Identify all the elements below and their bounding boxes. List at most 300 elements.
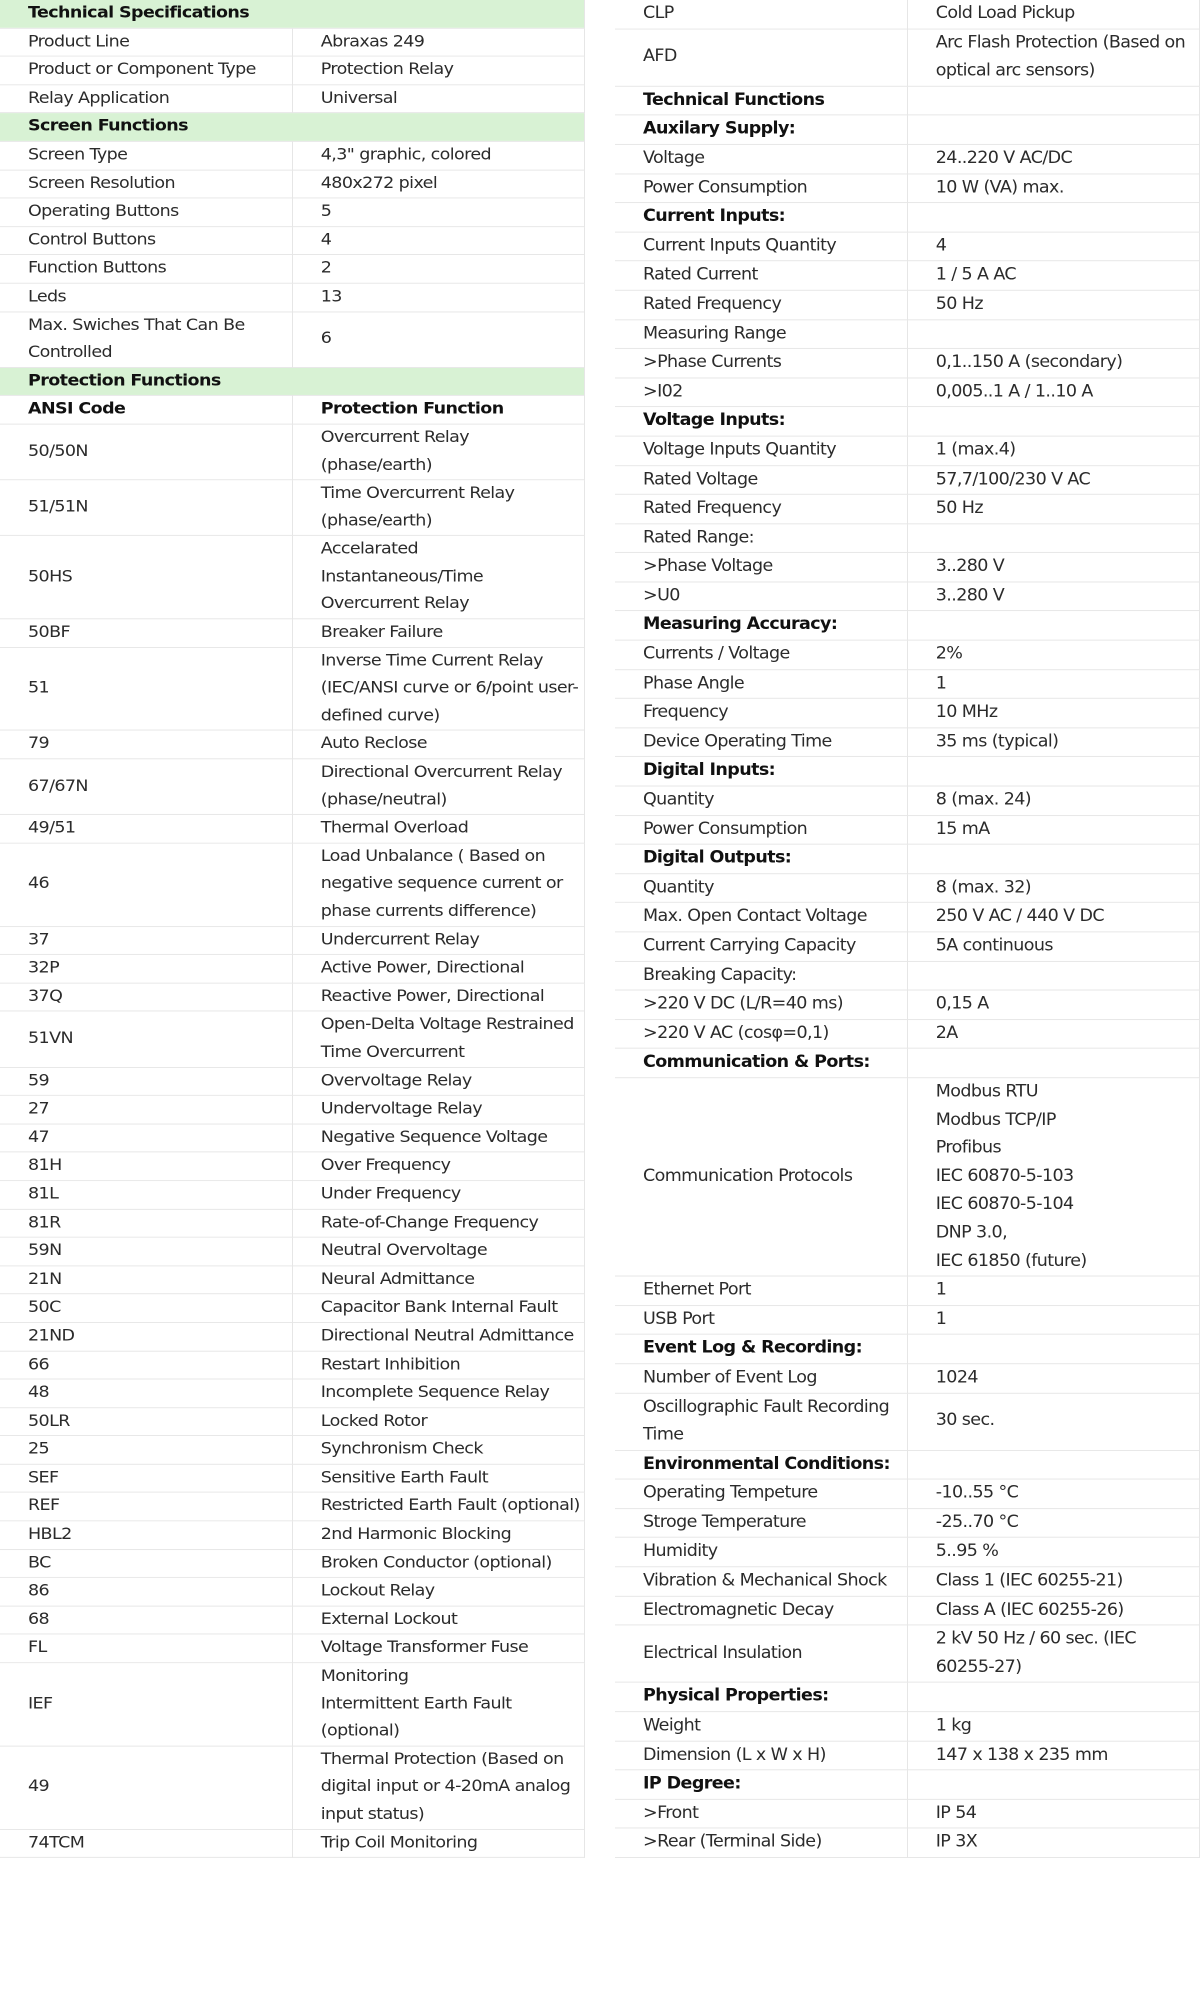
spec-value: Active Power, Directional bbox=[292, 955, 584, 983]
spec-value: 10 W (VA) max. bbox=[907, 174, 1199, 203]
subheading-row bbox=[615, 86, 1200, 115]
spec-row bbox=[0, 312, 585, 368]
spec-row bbox=[615, 232, 1200, 261]
spec-value: 4 bbox=[907, 232, 1199, 261]
spec-label: Leds bbox=[0, 283, 292, 311]
section-title: Screen Functions bbox=[0, 113, 585, 141]
spec-label: 47 bbox=[0, 1124, 292, 1152]
spec-value: Neutral Overvoltage bbox=[292, 1237, 584, 1265]
spec-value bbox=[907, 115, 1199, 144]
spec-label: Event Log & Recording: bbox=[615, 1334, 907, 1363]
spec-row bbox=[0, 1436, 585, 1464]
spec-row bbox=[0, 759, 585, 815]
spec-value: 2 bbox=[292, 255, 584, 283]
spec-label: 37 bbox=[0, 926, 292, 954]
spec-label: Product Line bbox=[0, 28, 292, 56]
spec-row bbox=[0, 926, 585, 954]
spec-label: Power Consumption bbox=[615, 174, 907, 203]
spec-value: 0,005..1 A / 1..10 A bbox=[907, 378, 1199, 407]
spec-label: >220 V AC (cosφ=0,1) bbox=[615, 1019, 907, 1048]
spec-label: IP Degree: bbox=[615, 1770, 907, 1799]
spec-label: 74TCM bbox=[0, 1829, 292, 1857]
spec-value: Protection Function bbox=[292, 396, 584, 424]
spec-value: 1 / 5 A AC bbox=[907, 261, 1199, 290]
subheading-row bbox=[615, 611, 1200, 640]
spec-label: Technical Functions bbox=[615, 86, 907, 115]
spec-value: Time Overcurrent Relay (phase/earth) bbox=[292, 480, 584, 536]
spec-label: 50BF bbox=[0, 619, 292, 647]
spec-row bbox=[615, 29, 1200, 86]
spec-label: Currents / Voltage bbox=[615, 640, 907, 669]
spec-label: Breaking Capacity: bbox=[615, 961, 907, 990]
spec-value: Overcurrent Relay (phase/earth) bbox=[292, 424, 584, 480]
subheading-row bbox=[615, 115, 1200, 144]
spec-value: 1 kg bbox=[907, 1712, 1199, 1741]
spec-row bbox=[615, 815, 1200, 844]
spec-row bbox=[0, 1521, 585, 1549]
spec-row bbox=[0, 1663, 585, 1746]
spec-row bbox=[0, 1746, 585, 1829]
spec-label: Digital Outputs: bbox=[615, 844, 907, 873]
spec-label: 66 bbox=[0, 1351, 292, 1379]
spec-label: 27 bbox=[0, 1095, 292, 1123]
spec-value: Open-Delta Voltage Restrained Time Overcurrent bbox=[292, 1011, 584, 1067]
spec-value: Directional Overcurrent Relay (phase/neutral) bbox=[292, 759, 584, 815]
spec-value bbox=[907, 86, 1199, 115]
subheading-row bbox=[615, 407, 1200, 436]
spec-row bbox=[0, 226, 585, 254]
spec-value: 35 ms (typical) bbox=[907, 728, 1199, 757]
spec-label: Quantity bbox=[615, 786, 907, 815]
spec-row bbox=[615, 640, 1200, 669]
spec-value: Under Frequency bbox=[292, 1181, 584, 1209]
spec-row bbox=[615, 1019, 1200, 1048]
spec-label: Rated Range: bbox=[615, 524, 907, 553]
spec-label: Auxilary Supply: bbox=[615, 115, 907, 144]
spec-row bbox=[615, 874, 1200, 903]
spec-label: Max. Swiches That Can Be Controlled bbox=[0, 312, 292, 368]
spec-row bbox=[0, 1322, 585, 1350]
spec-row bbox=[0, 647, 585, 730]
spec-label: 50/50N bbox=[0, 424, 292, 480]
spec-label: IEF bbox=[0, 1663, 292, 1746]
section-title: Protection Functions bbox=[0, 367, 585, 395]
spec-value bbox=[907, 844, 1199, 873]
spec-value: 2 kV 50 Hz / 60 sec. (IEC 60255-27) bbox=[907, 1625, 1199, 1682]
spec-label: 67/67N bbox=[0, 759, 292, 815]
spec-row bbox=[0, 1181, 585, 1209]
spec-label: Rated Current bbox=[615, 261, 907, 290]
subheading-row bbox=[615, 203, 1200, 232]
spec-value: 1 bbox=[907, 669, 1199, 698]
spec-row bbox=[0, 480, 585, 536]
spec-value bbox=[907, 757, 1199, 786]
spec-row bbox=[0, 843, 585, 926]
spec-label: Current Carrying Capacity bbox=[615, 932, 907, 961]
spec-row bbox=[0, 730, 585, 758]
spec-row bbox=[615, 1305, 1200, 1334]
left-spec-body bbox=[0, 0, 585, 1858]
spec-row bbox=[0, 1578, 585, 1606]
spec-row bbox=[615, 1479, 1200, 1508]
spec-value: Voltage Transformer Fuse bbox=[292, 1634, 584, 1662]
spec-label: >220 V DC (L/R=40 ms) bbox=[615, 990, 907, 1019]
spec-value: 0,15 A bbox=[907, 990, 1199, 1019]
spec-value bbox=[907, 524, 1199, 553]
spec-row bbox=[615, 494, 1200, 523]
spec-value: -25..70 °C bbox=[907, 1508, 1199, 1537]
spec-label: Relay Application bbox=[0, 85, 292, 113]
spec-label: 48 bbox=[0, 1379, 292, 1407]
spec-value: 2% bbox=[907, 640, 1199, 669]
spec-value: Reactive Power, Directional bbox=[292, 983, 584, 1011]
spec-row bbox=[0, 1067, 585, 1095]
spec-label: >U0 bbox=[615, 582, 907, 611]
spec-label: SEF bbox=[0, 1464, 292, 1492]
spec-value: 1 bbox=[907, 1276, 1199, 1305]
subheading-row bbox=[615, 1450, 1200, 1479]
spec-row bbox=[0, 1407, 585, 1435]
spec-row bbox=[615, 1596, 1200, 1625]
spec-label: 46 bbox=[0, 843, 292, 926]
spec-value bbox=[907, 611, 1199, 640]
spec-label: Screen Type bbox=[0, 141, 292, 169]
spec-value: 147 x 138 x 235 mm bbox=[907, 1741, 1199, 1770]
spec-value: Cold Load Pickup bbox=[907, 0, 1199, 29]
right-spec-table bbox=[615, 0, 1200, 1858]
spec-value: 1024 bbox=[907, 1364, 1199, 1393]
spec-row bbox=[0, 1829, 585, 1857]
spec-label: Frequency bbox=[615, 699, 907, 728]
spec-value: 5A continuous bbox=[907, 932, 1199, 961]
spec-label: 79 bbox=[0, 730, 292, 758]
spec-value: 250 V AC / 440 V DC bbox=[907, 903, 1199, 932]
spec-value: 13 bbox=[292, 283, 584, 311]
spec-row bbox=[0, 56, 585, 84]
spec-value: IP 3X bbox=[907, 1828, 1199, 1857]
left-spec-table bbox=[0, 0, 585, 1858]
spec-value: External Lockout bbox=[292, 1606, 584, 1634]
spec-row bbox=[615, 524, 1200, 553]
spec-row bbox=[0, 198, 585, 226]
spec-label: Max. Open Contact Voltage bbox=[615, 903, 907, 932]
spec-row bbox=[615, 290, 1200, 319]
spec-value bbox=[907, 1049, 1199, 1078]
spec-value: Rate-of-Change Frequency bbox=[292, 1209, 584, 1237]
spec-value: 5 bbox=[292, 198, 584, 226]
spec-value bbox=[907, 203, 1199, 232]
spec-value: 480x272 pixel bbox=[292, 170, 584, 198]
spec-row bbox=[615, 319, 1200, 348]
spec-value bbox=[907, 1450, 1199, 1479]
spec-value: 1 (max.4) bbox=[907, 436, 1199, 465]
spec-row bbox=[0, 1095, 585, 1123]
spec-value: Protection Relay bbox=[292, 56, 584, 84]
spec-row bbox=[0, 955, 585, 983]
spec-label: 50HS bbox=[0, 536, 292, 619]
spec-value: IP 54 bbox=[907, 1799, 1199, 1828]
spec-row bbox=[0, 1011, 585, 1067]
spec-row bbox=[615, 669, 1200, 698]
spec-label: >Phase Currents bbox=[615, 349, 907, 378]
spec-label: Communication & Ports: bbox=[615, 1049, 907, 1078]
spec-label: 51/51N bbox=[0, 480, 292, 536]
spec-row bbox=[0, 1209, 585, 1237]
spec-row bbox=[615, 990, 1200, 1019]
spec-row bbox=[615, 436, 1200, 465]
spec-label: Number of Event Log bbox=[615, 1364, 907, 1393]
spec-row bbox=[615, 1741, 1200, 1770]
section-title: Technical Specifications bbox=[0, 0, 585, 28]
spec-row bbox=[0, 815, 585, 843]
spec-value: Breaker Failure bbox=[292, 619, 584, 647]
spec-row bbox=[0, 255, 585, 283]
spec-label: Power Consumption bbox=[615, 815, 907, 844]
spec-value: 0,1..150 A (secondary) bbox=[907, 349, 1199, 378]
spec-row bbox=[615, 903, 1200, 932]
spec-value: Incomplete Sequence Relay bbox=[292, 1379, 584, 1407]
spec-value: 8 (max. 24) bbox=[907, 786, 1199, 815]
spec-label: Function Buttons bbox=[0, 255, 292, 283]
spec-row bbox=[0, 141, 585, 169]
spec-value: Restart Inhibition bbox=[292, 1351, 584, 1379]
spec-label: Voltage bbox=[615, 144, 907, 173]
spec-row bbox=[615, 465, 1200, 494]
spec-value: Universal bbox=[292, 85, 584, 113]
spec-label: Quantity bbox=[615, 874, 907, 903]
spec-value: 1 bbox=[907, 1305, 1199, 1334]
spec-value: Lockout Relay bbox=[292, 1578, 584, 1606]
spec-label: BC bbox=[0, 1549, 292, 1577]
spec-value: 30 sec. bbox=[907, 1393, 1199, 1450]
spec-row bbox=[615, 261, 1200, 290]
spec-label: >Front bbox=[615, 1799, 907, 1828]
spec-row bbox=[0, 1606, 585, 1634]
spec-value: 2nd Harmonic Blocking bbox=[292, 1521, 584, 1549]
spec-label: 50C bbox=[0, 1294, 292, 1322]
spec-value: Overvoltage Relay bbox=[292, 1067, 584, 1095]
right-spec-body bbox=[615, 0, 1200, 1858]
spec-row bbox=[615, 1393, 1200, 1450]
spec-row bbox=[615, 932, 1200, 961]
spec-row bbox=[615, 1364, 1200, 1393]
spec-value: 50 Hz bbox=[907, 494, 1199, 523]
spec-label: Measuring Range bbox=[615, 319, 907, 348]
spec-row bbox=[0, 1493, 585, 1521]
spec-label: Ethernet Port bbox=[615, 1276, 907, 1305]
spec-label: Rated Voltage bbox=[615, 465, 907, 494]
spec-value: 15 mA bbox=[907, 815, 1199, 844]
spec-value: Thermal Protection (Based on digital input or 4-20mA analog input status) bbox=[292, 1746, 584, 1829]
spec-label: Stroge Temperature bbox=[615, 1508, 907, 1537]
spec-value: Synchronism Check bbox=[292, 1436, 584, 1464]
spec-label: 81L bbox=[0, 1181, 292, 1209]
spec-label: 49 bbox=[0, 1746, 292, 1829]
spec-value bbox=[907, 961, 1199, 990]
spec-row bbox=[615, 728, 1200, 757]
spec-label: 81H bbox=[0, 1152, 292, 1180]
spec-value bbox=[907, 1334, 1199, 1363]
spec-row bbox=[615, 349, 1200, 378]
spec-label: 49/51 bbox=[0, 815, 292, 843]
spec-label: Device Operating Time bbox=[615, 728, 907, 757]
spec-value: 50 Hz bbox=[907, 290, 1199, 319]
spec-label: Product or Component Type bbox=[0, 56, 292, 84]
spec-label: Communication Protocols bbox=[615, 1078, 907, 1276]
spec-label: Screen Resolution bbox=[0, 170, 292, 198]
spec-value: Class 1 (IEC 60255-21) bbox=[907, 1567, 1199, 1596]
spec-row bbox=[615, 378, 1200, 407]
spec-row bbox=[615, 1538, 1200, 1567]
spec-value: Load Unbalance ( Based on negative sequence current or phase currents difference) bbox=[292, 843, 584, 926]
spec-row bbox=[0, 1237, 585, 1265]
section-header bbox=[0, 113, 585, 141]
spec-value: -10..55 °C bbox=[907, 1479, 1199, 1508]
spec-label: CLP bbox=[615, 0, 907, 29]
spec-row bbox=[0, 1266, 585, 1294]
spec-value: Neural Admittance bbox=[292, 1266, 584, 1294]
spec-row bbox=[615, 144, 1200, 173]
spec-label: Electromagnetic Decay bbox=[615, 1596, 907, 1625]
spec-value: Auto Reclose bbox=[292, 730, 584, 758]
spec-label: Oscillographic Fault Recording Time bbox=[615, 1393, 907, 1450]
spec-row bbox=[615, 174, 1200, 203]
spec-value bbox=[907, 1683, 1199, 1712]
spec-label: 59 bbox=[0, 1067, 292, 1095]
spec-value: Locked Rotor bbox=[292, 1407, 584, 1435]
spec-label: Physical Properties: bbox=[615, 1683, 907, 1712]
spec-row bbox=[615, 1276, 1200, 1305]
spec-label: >Rear (Terminal Side) bbox=[615, 1828, 907, 1857]
spec-value: Abraxas 249 bbox=[292, 28, 584, 56]
spec-value: 10 MHz bbox=[907, 699, 1199, 728]
left-spec-column bbox=[0, 0, 585, 2004]
spec-row bbox=[0, 85, 585, 113]
spec-row bbox=[615, 699, 1200, 728]
subheading-row bbox=[615, 1770, 1200, 1799]
section-header bbox=[0, 0, 585, 28]
spec-label: 59N bbox=[0, 1237, 292, 1265]
spec-label: 21ND bbox=[0, 1322, 292, 1350]
spec-row bbox=[615, 1828, 1200, 1857]
spec-label: 32P bbox=[0, 955, 292, 983]
spec-value: Undervoltage Relay bbox=[292, 1095, 584, 1123]
spec-value: Thermal Overload bbox=[292, 815, 584, 843]
spec-label: Voltage Inputs Quantity bbox=[615, 436, 907, 465]
spec-label: Dimension (L x W x H) bbox=[615, 1741, 907, 1770]
spec-row bbox=[0, 1634, 585, 1662]
spec-label: 21N bbox=[0, 1266, 292, 1294]
spec-row bbox=[615, 1078, 1200, 1276]
spec-value: 3..280 V bbox=[907, 582, 1199, 611]
spec-label: Operating Tempeture bbox=[615, 1479, 907, 1508]
spec-label: REF bbox=[0, 1493, 292, 1521]
spec-value: Capacitor Bank Internal Fault bbox=[292, 1294, 584, 1322]
spec-label: HBL2 bbox=[0, 1521, 292, 1549]
spec-row bbox=[615, 553, 1200, 582]
spec-value: 4,3" graphic, colored bbox=[292, 141, 584, 169]
spec-label: USB Port bbox=[615, 1305, 907, 1334]
spec-value: Class A (IEC 60255-26) bbox=[907, 1596, 1199, 1625]
spec-label: 86 bbox=[0, 1578, 292, 1606]
spec-row bbox=[0, 1549, 585, 1577]
spec-value bbox=[907, 319, 1199, 348]
spec-row bbox=[0, 170, 585, 198]
subheading-row bbox=[615, 1334, 1200, 1363]
spec-label: FL bbox=[0, 1634, 292, 1662]
spec-value: 8 (max. 32) bbox=[907, 874, 1199, 903]
spec-label: ANSI Code bbox=[0, 396, 292, 424]
spec-label: 37Q bbox=[0, 983, 292, 1011]
spec-row bbox=[0, 1464, 585, 1492]
spec-label: Phase Angle bbox=[615, 669, 907, 698]
spec-row bbox=[0, 424, 585, 480]
subheading-row bbox=[615, 844, 1200, 873]
spec-row bbox=[615, 1799, 1200, 1828]
spec-label: Measuring Accuracy: bbox=[615, 611, 907, 640]
spec-label: 68 bbox=[0, 1606, 292, 1634]
spec-row bbox=[0, 983, 585, 1011]
spec-label: Current Inputs Quantity bbox=[615, 232, 907, 261]
spec-row bbox=[0, 1379, 585, 1407]
spec-row bbox=[0, 283, 585, 311]
spec-row bbox=[0, 1294, 585, 1322]
spec-value: 2A bbox=[907, 1019, 1199, 1048]
spec-label: Humidity bbox=[615, 1538, 907, 1567]
spec-row bbox=[615, 582, 1200, 611]
spec-row bbox=[0, 28, 585, 56]
spec-value: 3..280 V bbox=[907, 553, 1199, 582]
spec-label: Rated Frequency bbox=[615, 290, 907, 319]
spec-label: Weight bbox=[615, 1712, 907, 1741]
spec-label: AFD bbox=[615, 29, 907, 86]
spec-row bbox=[0, 1152, 585, 1180]
spec-value: Modbus RTU Modbus TCP/IP Profibus IEC 60870-5-103 IEC 60870-5-104 DNP 3.0, IEC 61850 (future) bbox=[907, 1078, 1199, 1276]
spec-label: Control Buttons bbox=[0, 226, 292, 254]
spec-value: Negative Sequence Voltage bbox=[292, 1124, 584, 1152]
spec-row bbox=[615, 0, 1200, 29]
spec-value: 5..95 % bbox=[907, 1538, 1199, 1567]
spec-row bbox=[615, 1625, 1200, 1682]
spec-label: Operating Buttons bbox=[0, 198, 292, 226]
spec-value: 57,7/100/230 V AC bbox=[907, 465, 1199, 494]
spec-label: 50LR bbox=[0, 1407, 292, 1435]
spec-row bbox=[615, 1567, 1200, 1596]
spec-row bbox=[615, 961, 1200, 990]
spec-label: Environmental Conditions: bbox=[615, 1450, 907, 1479]
spec-label: >Phase Voltage bbox=[615, 553, 907, 582]
spec-value: Accelarated Instantaneous/Time Overcurrent Relay bbox=[292, 536, 584, 619]
spec-value: 4 bbox=[292, 226, 584, 254]
spec-value: Monitoring Intermittent Earth Fault (optional) bbox=[292, 1663, 584, 1746]
spec-label: Electrical Insulation bbox=[615, 1625, 907, 1682]
spec-value: Restricted Earth Fault (optional) bbox=[292, 1493, 584, 1521]
spec-label: 51 bbox=[0, 647, 292, 730]
spec-value: Broken Conductor (optional) bbox=[292, 1549, 584, 1577]
spec-label: 25 bbox=[0, 1436, 292, 1464]
spec-row bbox=[615, 786, 1200, 815]
spec-row bbox=[615, 1712, 1200, 1741]
spec-value bbox=[907, 1770, 1199, 1799]
subheading-row bbox=[615, 1683, 1200, 1712]
spec-value: Arc Flash Protection (Based on optical arc sensors) bbox=[907, 29, 1199, 86]
subheading-row bbox=[615, 1049, 1200, 1078]
section-header bbox=[0, 367, 585, 395]
spec-value: Directional Neutral Admittance bbox=[292, 1322, 584, 1350]
spec-value: Undercurrent Relay bbox=[292, 926, 584, 954]
spec-row bbox=[0, 536, 585, 619]
spec-row bbox=[0, 1124, 585, 1152]
